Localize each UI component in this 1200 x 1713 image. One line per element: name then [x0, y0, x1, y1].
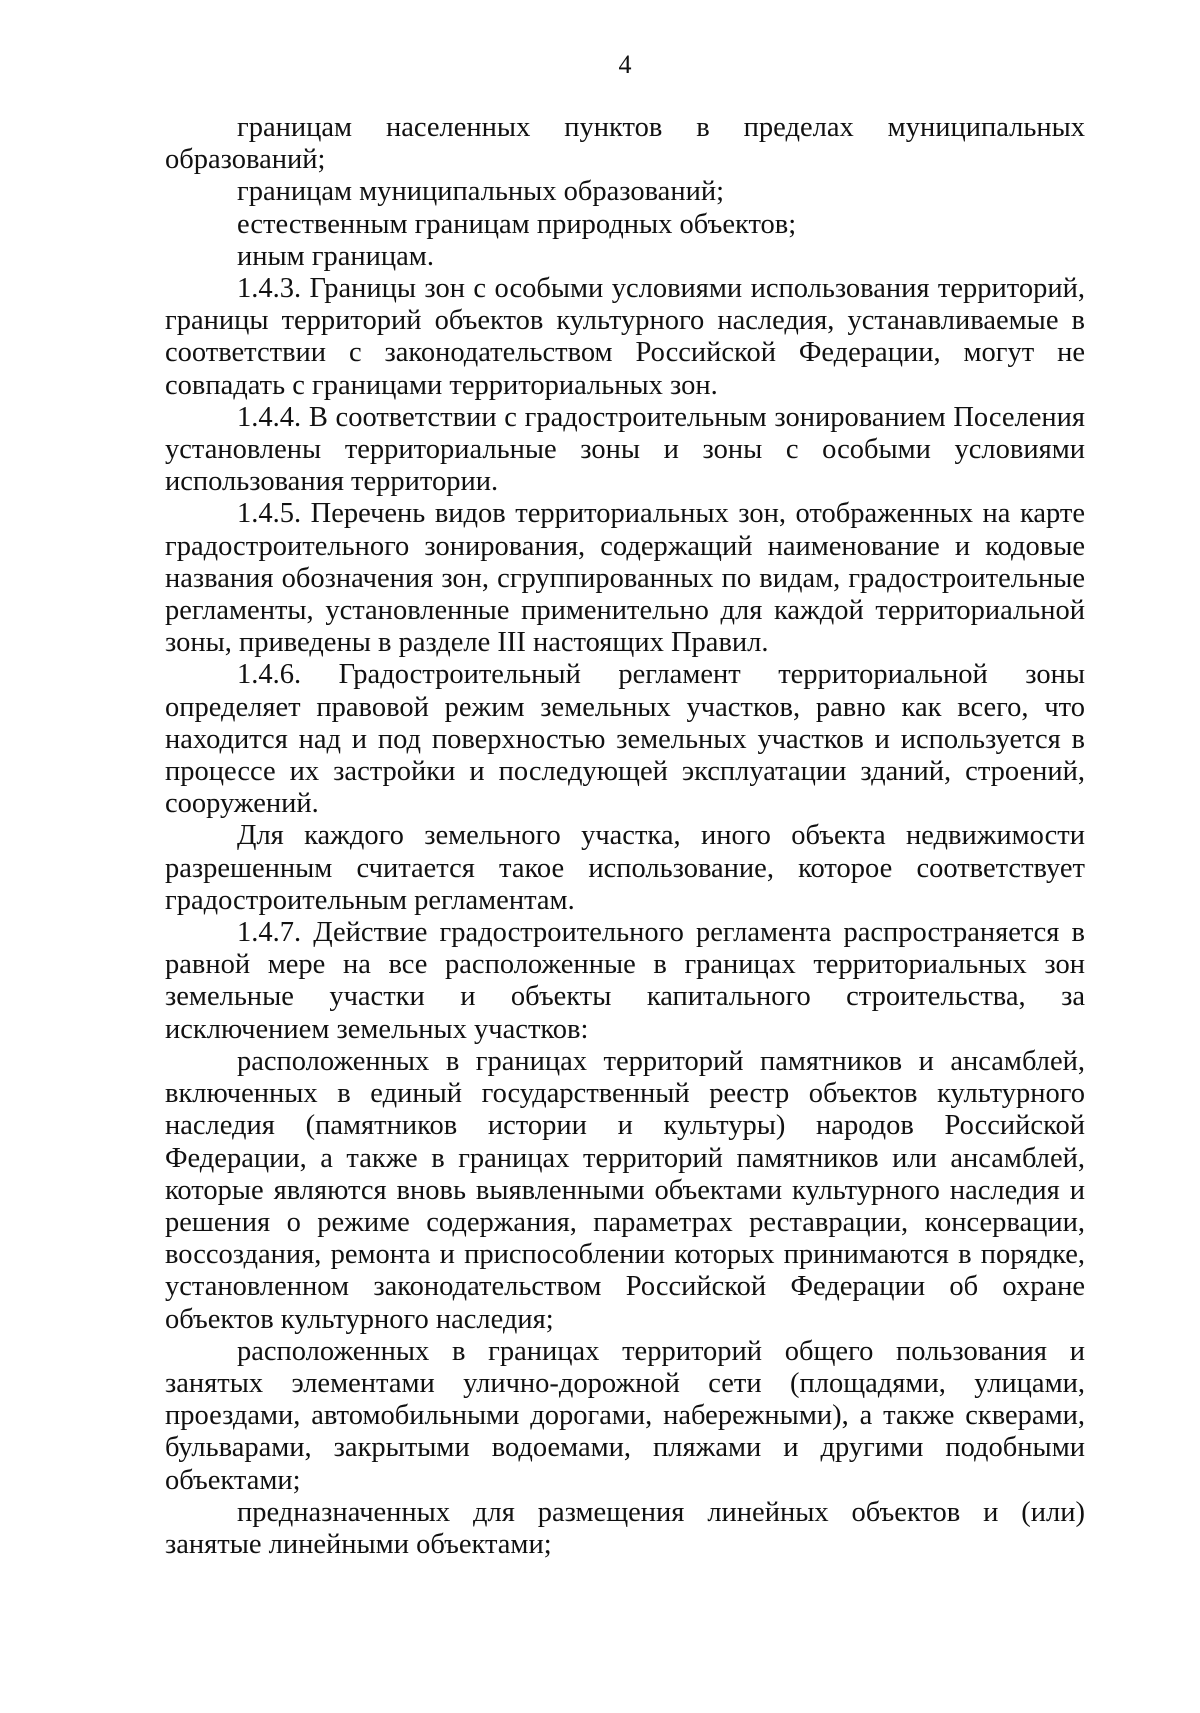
- text-line: определяет правовой режим земельных участков, равно как всего, что: [165, 691, 1085, 723]
- paragraph: [165, 273, 1085, 402]
- text-line: воссоздания, ремонта и приспособлении которых принимаются в порядке,: [165, 1239, 1085, 1271]
- paragraph: [165, 176, 1085, 208]
- text-line: соответствии с законодательством Российской Федерации, могут не: [165, 337, 1085, 369]
- text-line: включенных в единый государственный реестр объектов культурного: [165, 1078, 1085, 1110]
- text-line: бульварами, закрытыми водоемами, пляжами и другими подобными: [165, 1432, 1085, 1464]
- paragraph: [165, 820, 1085, 917]
- document-body: [165, 112, 1085, 1561]
- paragraph: [165, 1336, 1085, 1497]
- page-number: 4: [618, 50, 632, 79]
- text-line: зоны, приведены в разделе III настоящих Правил.: [165, 627, 769, 659]
- text-line: установленном законодательством Российской Федерации об охране: [165, 1271, 1085, 1303]
- text-line: иным границам.: [237, 240, 434, 272]
- text-line: естественным границам природных объектов;: [237, 208, 797, 240]
- text-line: земельные участки и объекты капитального строительства, за: [165, 981, 1085, 1013]
- text-line: Для каждого земельного участка, иного объекта недвижимости: [237, 820, 1085, 852]
- text-line: предназначенных для размещения линейных объектов и (или): [237, 1496, 1085, 1528]
- text-line: регламенты, установленные применительно для каждой территориальной: [165, 595, 1085, 627]
- text-line: совпадать с границами территориальных зон.: [165, 369, 718, 401]
- text-line: исключением земельных участков:: [165, 1013, 589, 1045]
- text-line: находится над и под поверхностью земельных участков и используется в: [165, 723, 1085, 755]
- paragraph: [165, 1497, 1085, 1561]
- paragraph: [165, 1046, 1085, 1336]
- text-line: границам населенных пунктов в пределах муниципальных: [237, 112, 1085, 143]
- text-line: занятые линейными объектами;: [165, 1528, 552, 1560]
- text-line: 1.4.4. В соответствии с градостроительным зонированием Поселения: [237, 401, 1085, 433]
- text-line: 1.4.6. Градостроительный регламент территориальной зоны: [237, 659, 1085, 691]
- text-line: сооружений.: [165, 788, 319, 820]
- text-line: использования территории.: [165, 466, 499, 498]
- text-line: образований;: [165, 144, 326, 176]
- text-line: объектами;: [165, 1464, 301, 1496]
- text-line: равной мере на все расположенные в границах территориальных зон: [165, 949, 1085, 981]
- paragraph: [165, 659, 1085, 820]
- paragraph: [165, 498, 1085, 659]
- text-line: границы территорий объектов культурного наследия, устанавливаемые в: [165, 305, 1085, 337]
- text-line: 1.4.3. Границы зон с особыми условиями использования территорий,: [237, 273, 1085, 305]
- text-line: названия обозначения зон, сгруппированных по видам, градостроительные: [165, 562, 1085, 594]
- text-line: решения о режиме содержания, параметрах реставрации, консервации,: [165, 1206, 1085, 1238]
- text-line: объектов культурного наследия;: [165, 1303, 554, 1335]
- paragraph: [165, 209, 1085, 241]
- paragraph: [165, 112, 1085, 176]
- text-line: расположенных в границах территорий памятников и ансамблей,: [237, 1045, 1085, 1077]
- text-line: разрешенным считается такое использование, которое соответствует: [165, 852, 1085, 884]
- text-line: установлены территориальные зоны и зоны с особыми условиями: [165, 434, 1085, 466]
- paragraph: [165, 917, 1085, 1046]
- text-line: 1.4.5. Перечень видов территориальных зон, отображенных на карте: [237, 498, 1085, 530]
- text-line: градостроительным регламентам.: [165, 884, 575, 916]
- text-line: проездами, автомобильными дорогами, набережными), а также скверами,: [165, 1400, 1085, 1432]
- text-line: процессе их застройки и последующей эксплуатации зданий, строений,: [165, 756, 1085, 788]
- text-line: занятых элементами улично-дорожной сети (площадями, улицами,: [165, 1367, 1085, 1399]
- text-line: границам муниципальных образований;: [237, 176, 724, 208]
- text-line: которые являются вновь выявленными объектами культурного наследия и: [165, 1174, 1085, 1206]
- paragraph: [165, 402, 1085, 499]
- text-line: 1.4.7. Действие градостроительного регламента распространяется в: [237, 917, 1085, 949]
- text-line: Федерации, а также в границах территорий памятников или ансамблей,: [165, 1142, 1085, 1174]
- paragraph: [165, 241, 1085, 273]
- text-line: наследия (памятников истории и культуры) народов Российской: [165, 1110, 1085, 1142]
- text-line: градостроительного зонирования, содержащий наименование и кодовые: [165, 530, 1085, 562]
- text-line: расположенных в границах территорий общего пользования и: [237, 1335, 1085, 1367]
